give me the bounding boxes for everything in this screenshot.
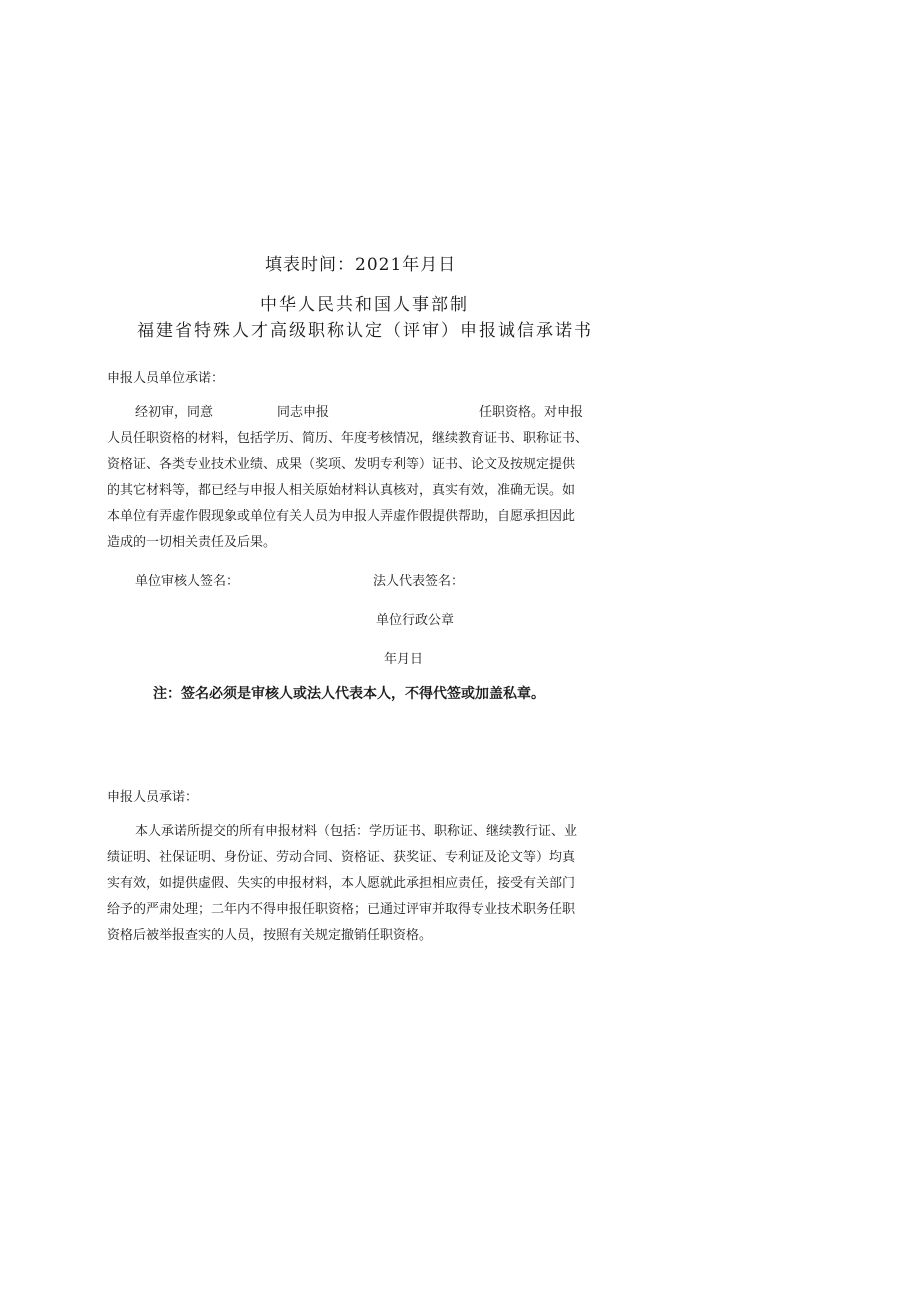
unit-commitment-line: 的其它材料等，都已经与申报人相关原始材料认真核对，真实有效，准确无误。如 — [107, 483, 576, 498]
applicant-commitment-line: 绩证明、社保证明、身份证、劳动合同、资格证、获奖证、专利证及论文等）均真 — [107, 850, 576, 865]
legal-rep-signature-label: 法人代表签名： — [373, 574, 465, 589]
unit-commitment-line-1-a: 经初审，同意 — [135, 405, 214, 420]
issuing-authority: 中华人民共和国人事部制 — [260, 295, 469, 315]
applicant-commitment-line: 资格后被举报查实的人员，按照有关规定撤销任职资格。 — [107, 928, 433, 943]
unit-commitment-line-1-b: 同志申报 — [277, 405, 330, 420]
fill-time: 填表时间：2021年月日 — [265, 255, 457, 275]
applicant-commitment-heading: 申报人员承诺： — [107, 790, 199, 805]
unit-commitment-line: 造成的一切相关责任及后果。 — [107, 535, 277, 550]
applicant-commitment-paragraph — [107, 819, 627, 949]
unit-commitment-line-1 — [107, 400, 627, 426]
signature-note: 注：签名必须是审核人或法人代表本人，不得代签或加盖私章。 — [153, 686, 545, 702]
unit-commitment-line-1-c: 任职资格。对申报 — [479, 405, 584, 420]
unit-seal-label: 单位行政公章 — [376, 613, 455, 628]
unit-date-label: 年月日 — [384, 652, 424, 667]
applicant-commitment-line: 给予的严肃处理；二年内不得申报任职资格；已通过评审并取得专业技术职务任职 — [107, 902, 576, 917]
applicant-commitment-line: 实有效，如提供虚假、失实的申报材料，本人愿就此承担相应责任，接受有关部门 — [107, 876, 576, 891]
applicant-commitment-line: 本人承诺所提交的所有申报材料（包括：学历证书、职称证、继续教行证、业 — [135, 824, 578, 839]
unit-commitment-heading: 申报人员单位承诺： — [107, 371, 225, 386]
document-title: 福建省特殊人才高级职称认定（评审）申报诚信承诺书 — [137, 321, 593, 341]
reviewer-signature-label: 单位审核人签名： — [135, 574, 240, 589]
unit-commitment-paragraph — [107, 400, 627, 556]
unit-commitment-line: 人员任职资格的材料，包括学历、简历、年度考核情况，继续教育证书、职称证书、 — [107, 431, 589, 446]
unit-commitment-line: 本单位有弄虚作假现象或单位有关人员为申报人弄虚作假提供帮助，自愿承担因此 — [107, 509, 576, 524]
unit-commitment-line: 资格证、各类专业技术业绩、成果（奖项、发明专利等）证书、论文及按规定提供 — [107, 457, 576, 472]
